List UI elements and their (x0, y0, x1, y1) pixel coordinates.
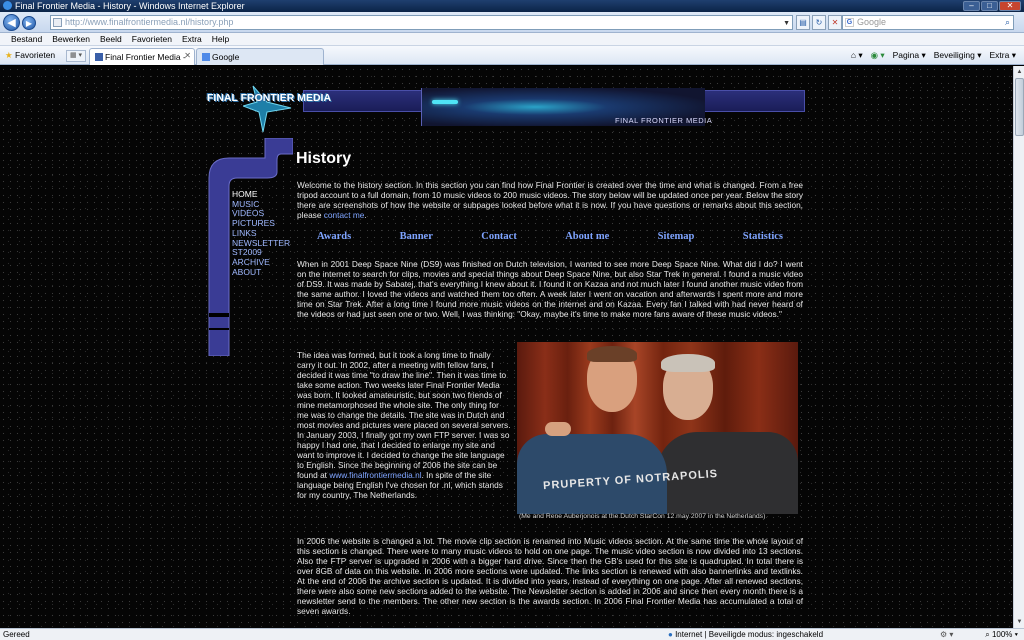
status-text: Gereed (3, 630, 30, 639)
search-field[interactable] (842, 15, 1014, 30)
address-actions (796, 15, 842, 30)
link-sitemap[interactable]: Sitemap (657, 231, 695, 242)
search-placeholder: Google (857, 17, 887, 27)
home-icon[interactable]: ⌂ ▾ (850, 50, 863, 60)
history-paragraph-2 (297, 350, 511, 500)
window-title: Final Frontier Media - History - Windows Internet Explorer (15, 1, 245, 11)
para2-text: The idea was formed, but it took a long time to finally carry it out. In 2002, after a meeting with fellow fans, I decided it was time "to draw the line". Then it was time to take some action. Two weeks later Final Frontier Media was born. It looked amateuristic, but soon two friends of mine metamorphosed the whole site. The only thing for me was to change the details. The site was in Dutch and most movies and pictures were placed on several servers. In January 2003, I finally got my own FTP server. I was so happy I had one, that I decided to enlarge my site and want to improve it. I decided to change the site language to English. Since the beginning of 2006 the site can be found at (297, 350, 511, 480)
nav-music-videos[interactable]: MUSIC VIDEOS (232, 198, 265, 219)
photo-me-and-rene (517, 342, 798, 514)
quick-tabs-button[interactable]: ▦ ▾ (66, 50, 86, 62)
nav-links[interactable]: LINKS (232, 227, 257, 238)
nav-about[interactable]: ABOUT (232, 266, 262, 277)
page-icon (53, 18, 62, 27)
nav-st2009[interactable]: ST2009 (232, 247, 262, 258)
status-bar (0, 628, 1024, 640)
security-zone[interactable] (668, 629, 823, 640)
stop-icon[interactable]: ✕ (828, 15, 842, 30)
favorites-label: Favorieten (15, 50, 56, 60)
search-icon[interactable]: ⌕ (1004, 17, 1010, 27)
banner-subtitle: FINAL FRONTIER MEDIA (615, 116, 713, 125)
security-menu[interactable]: Beveiliging ▾ (933, 50, 982, 60)
intro-end: . (364, 210, 367, 220)
photo-caption: (Me and Rene Auberjonois at the Dutch StarCon 12 may 2007 in the Netherlands) (519, 513, 766, 520)
zone-text: Internet | Beveiligde modus: ingeschakeld (675, 630, 824, 639)
extra-menu[interactable]: Extra ▾ (989, 50, 1016, 60)
maximize-button[interactable]: □ (981, 1, 998, 11)
menu-favorieten[interactable]: Favorieten (131, 34, 172, 44)
minimize-button[interactable]: – (963, 1, 980, 11)
page-title: History (296, 150, 352, 167)
menu-help[interactable]: Help (211, 34, 230, 44)
history-paragraph-1: When in 2001 Deep Space Nine (DS9) was finished on Dutch television, I wanted to see more Deep Space Nine. What did I do? I went on the internet to search for clips, movies and special things about Deep Space Nine, but also Star Trek in general. I found a music video of DS9. It was made by Sabatej, that's everything I knew about it. I found it on Kazaa and not much later I found another music video from the same author. I loved the videos and watched them too often. A week later I went on vacation and afterwards I spent more and more time on Star Trek. After a long time I found more music videos on the internet and on Kazaa. Every fan I talked with had never heard of the videos or had just seen one or two. Well, I was thinking: "Okay, maybe it's time to make more fans aware of these music videos." (297, 259, 803, 319)
tab-final-frontier[interactable] (89, 48, 195, 65)
nav-pictures[interactable]: PICTURES (232, 218, 275, 229)
command-bar (851, 50, 1016, 61)
intro-text: Welcome to the history section. In this section you can find how Final Frontier is created over the time and what is changed. From a free tripod account to a full domain, from 10 music videos to 200 music videos. The story below will be updated once per year. Below the story there are screenshots of how the website or subpages looked before what it is now. If you have questions or remarks about this section, please (297, 180, 803, 220)
zoom-control[interactable]: ⌕ 100% ▾ (985, 630, 1018, 639)
zoom-level: 100% (991, 630, 1013, 639)
history-paragraph-3: In 2006 the website is changed a lot. The movie clip section is renamed into Music videos section. At the same time the whole layout of this section is changed. There were to many music videos to hold on one page. The music video section is now divided into 13 sections. Also the FTP server is upgraded in 2006 with a bigger hard drive. Since then the GB's used for this site is quadrupled. In total there is over 8GB of data on this website. In 2006 more sections were updated. The links section is renewed with also bannerlinks and textlinks. At the end of 2006 the archive section is updated. It is divided into years, instead of everything on one page. After all renewed sections, there were also some new sections added to the website. The Newsletter section is added in 2006 and since then every month there is a newsletter send to the members. The other new section is the awards section. In 2006 Final Frontier Media has accumulated a total of seven awards. (297, 536, 803, 616)
site-favicon-icon (95, 53, 103, 61)
link-awards[interactable]: Awards (317, 231, 352, 242)
feeds-icon[interactable]: ◉ ▾ (870, 50, 885, 60)
tab-label: Final Frontier Media - (105, 52, 186, 62)
star-icon: ★ (5, 50, 13, 60)
scroll-down-icon[interactable]: ▼ (1016, 619, 1023, 625)
page-menu[interactable]: Pagina ▾ (892, 50, 926, 60)
link-contact[interactable]: Contact (481, 231, 517, 242)
link-statistics[interactable]: Statistics (742, 231, 783, 242)
address-url: http://www.finalfrontiermedia.nl/history.php (65, 17, 234, 27)
menu-beeld[interactable]: Beeld (100, 34, 122, 44)
nav-archive[interactable]: ARCHIVE (232, 256, 270, 267)
link-about-me[interactable]: About me (565, 231, 610, 242)
extra-menu-label: Extra (989, 50, 1010, 60)
contact-link[interactable]: contact me (323, 210, 365, 220)
tab-google[interactable] (196, 48, 324, 65)
protected-mode-icon[interactable]: ⚙ ▾ (940, 630, 954, 639)
address-field[interactable] (50, 15, 793, 30)
main-nav (232, 190, 293, 277)
para2-end: . In spite of the site language being English I've chosen for .nl, which stands for my country, The Netherlands. (297, 470, 503, 500)
nav-newsletter[interactable]: NEWSLETTER (232, 237, 291, 248)
menu-bestand[interactable]: Bestand (11, 34, 43, 44)
close-tab-icon[interactable]: ✕ (184, 51, 191, 60)
tab-label: Google (212, 52, 240, 62)
link-banner[interactable]: Banner (399, 231, 433, 242)
section-links (297, 231, 803, 242)
compatibility-icon[interactable]: ▤ (796, 15, 810, 30)
back-button[interactable]: ◀ (3, 14, 20, 31)
site-url-link[interactable]: www.finalfrontiermedia.nl (329, 470, 422, 480)
nav-home[interactable]: HOME (232, 189, 258, 199)
google-icon: G (846, 19, 853, 26)
menu-bar (0, 33, 1024, 46)
globe-icon: ● (668, 630, 673, 639)
forward-button[interactable]: ▶ (22, 16, 36, 30)
menu-extra[interactable]: Extra (181, 34, 202, 44)
window-titlebar (0, 0, 1024, 12)
site-banner (207, 88, 805, 126)
scroll-thumb[interactable] (1015, 78, 1024, 136)
page-menu-label: Pagina (892, 50, 920, 60)
favorites-button[interactable] (5, 50, 55, 61)
ie-icon (3, 1, 12, 10)
security-menu-label: Beveiliging (933, 50, 975, 60)
close-button[interactable]: ✕ (999, 1, 1021, 11)
refresh-icon[interactable]: ↻ (812, 15, 826, 30)
address-dropdown-icon[interactable]: ▼ (783, 20, 790, 27)
intro-paragraph (297, 180, 803, 220)
menu-bewerken[interactable]: Bewerken (52, 34, 91, 44)
web-page (0, 66, 1013, 628)
scroll-up-icon[interactable]: ▲ (1016, 69, 1023, 75)
vertical-scrollbar[interactable] (1013, 66, 1024, 628)
google-favicon-icon (202, 53, 210, 61)
favorites-bar (0, 46, 1024, 65)
site-logo[interactable]: FINAL FRONTIER MEDIA (207, 92, 332, 104)
sidebar-nav (207, 138, 293, 356)
window-controls (963, 1, 1021, 11)
shirt-text: PRUPERTY OF NOTRAPOLIS (542, 467, 719, 493)
address-toolbar (0, 12, 1024, 33)
